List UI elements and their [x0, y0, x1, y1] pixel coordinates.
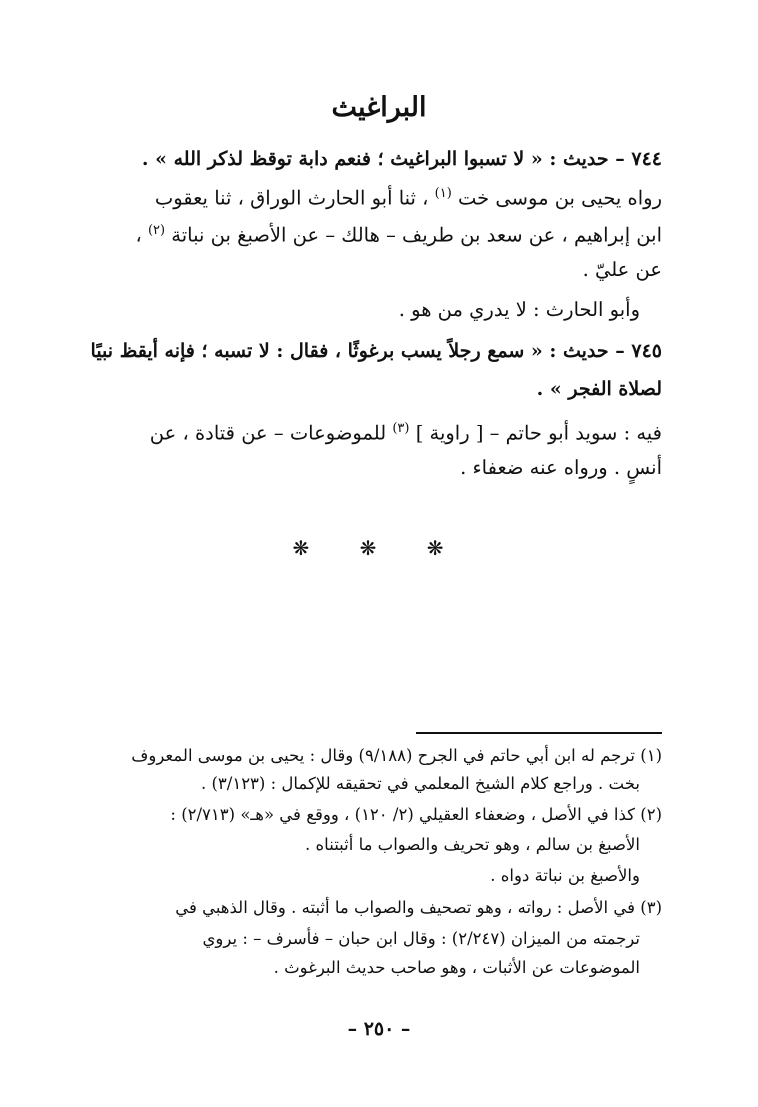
section-divider-stars: ❋ ❋ ❋	[292, 536, 466, 560]
footnote-separator	[416, 732, 662, 734]
footnote-2-line-2: الأصبغ بن سالم ، وهو تحريف والصواب ما أثبتناه .	[305, 835, 640, 854]
text-segment: ، ثنا أبو الحارث الوراق ، ثنا يعقوب	[154, 186, 429, 210]
footnote-2-line-1: (٢) كذا في الأصل ، وضعفاء العقيلي (٢/ ١٢٠) ، ووقع في «هـ» (٢/٧١٣) :	[170, 805, 662, 824]
footnote-1-line-1: (١) ترجم له ابن أبي حاتم في الجرح (٩/١٨٨) وقال : يحيى بن موسى المعروف	[131, 746, 662, 765]
footnote-2-line-3: والأصبغ بن نباتة دواه .	[490, 866, 640, 885]
footnote-ref-1: (١)	[434, 186, 452, 201]
footnote-3-line-3: الموضوعات عن الأثبات ، وهو صاحب حديث البرغوث .	[273, 958, 640, 977]
text-segment: فيه : سويد أبو حاتم – [ راوية ]	[415, 421, 662, 445]
hadith-744-comment: وأبو الحارث : لا يدري من هو .	[398, 298, 640, 321]
footnote-ref-2: (٢)	[147, 223, 166, 238]
text-segment: رواه يحيى بن موسى خت	[458, 186, 662, 210]
hadith-745-heading-cont: لصلاة الفجر » .	[536, 378, 662, 400]
footnote-ref-3: (٣)	[392, 421, 410, 436]
hadith-744-heading: ٧٤٤ – حديث : « لا تسبوا البراغيث ؛ فنعم دابة توقظ لذكر الله » .	[141, 148, 662, 170]
text-segment: ابن إبراهيم ، عن سعد بن طريف – هالك – عن الأصبغ بن نباتة	[171, 223, 662, 247]
footnote-3-line-2: ترجمته من الميزان (٢/٢٤٧) : وقال ابن حبان – فأسرف – : يروي	[202, 929, 640, 948]
footnote-3-line-1: (٣) في الأصل : رواته ، وهو تصحيف والصواب ما أثبته . وقال الذهبي في	[175, 898, 662, 917]
text-segment: للموضوعات – عن قتادة ، عن	[149, 421, 387, 445]
page-title: البراغيث	[331, 92, 427, 123]
page-number: – ٢٥٠ –	[347, 1018, 411, 1040]
footnote-1-line-2: بخت . وراجع كلام الشيخ المعلمي في تحقيقه للإكمال : (٣/١٢٣) .	[200, 774, 640, 793]
text-segment: ،	[135, 223, 142, 247]
hadith-745-text-line-2: أنسٍ . ورواه عنه ضعفاء .	[460, 456, 662, 479]
hadith-744-text-line-2	[92, 223, 662, 247]
hadith-745-text-line-1	[92, 421, 662, 445]
hadith-744-text-line-3: عن عليّ .	[582, 258, 662, 281]
hadith-745-heading: ٧٤٥ – حديث : « سمع رجلاً يسب برغوثًا ، فقال : لا تسبه ؛ فإنه أيقظ نبيًا	[90, 340, 662, 362]
hadith-744-text-line-1	[92, 186, 662, 210]
